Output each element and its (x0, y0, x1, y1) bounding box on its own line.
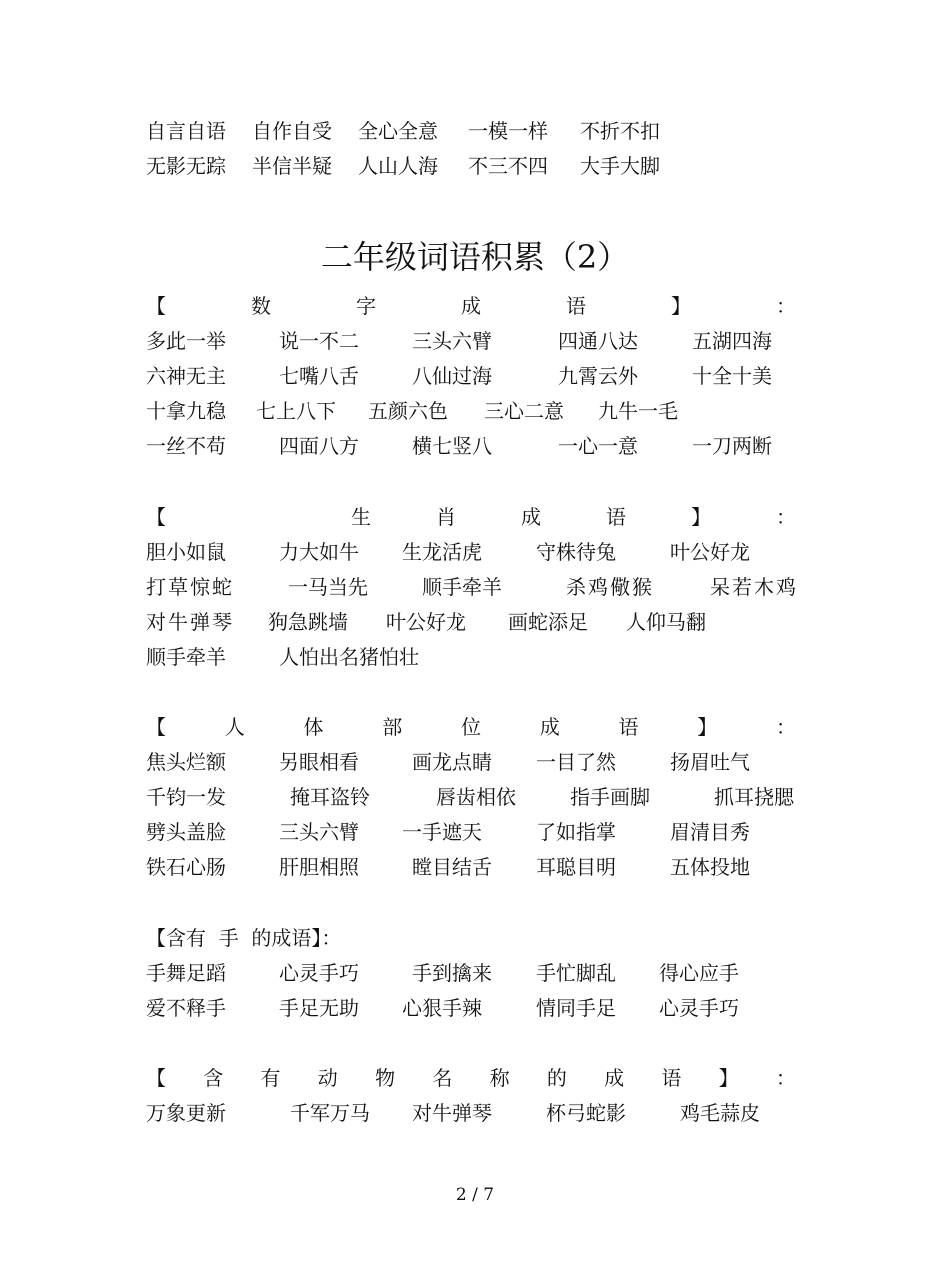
idiom: 不三不四 (468, 154, 548, 178)
idiom: 四面八方 (279, 434, 359, 458)
section-heading-numbers (146, 291, 796, 321)
heading-char: ： (776, 505, 796, 529)
idiom: 胆小如鼠 (146, 540, 226, 564)
heading-char: 【 (146, 294, 166, 318)
heading-char: 成 (539, 715, 560, 739)
idiom: 七上八下 (256, 399, 336, 423)
heading-char: 】 (697, 715, 718, 739)
heading-char: 成 (604, 1066, 625, 1090)
idiom: 九牛一毛 (598, 399, 678, 423)
idiom: 耳聪目明 (536, 855, 616, 879)
idiom: 力大如牛 (279, 540, 359, 564)
idiom: 人山人海 (358, 154, 438, 178)
idiom: 说一不二 (279, 329, 359, 353)
idiom: 心狠手辣 (402, 996, 482, 1020)
idiom: 画蛇添足 (508, 610, 588, 634)
idiom: 八仙过海 (412, 364, 492, 388)
idiom: 大手大脚 (580, 154, 660, 178)
idiom: 五体投地 (670, 855, 750, 879)
idiom: 心灵手巧 (279, 961, 359, 985)
idiom: 一马当先 (288, 575, 368, 599)
page-title: 二年级词语积累（2） (320, 238, 630, 276)
heading-char: 语 (566, 294, 586, 318)
idiom: 扬眉吐气 (670, 750, 750, 774)
idiom: 叶公好龙 (670, 540, 750, 564)
heading-char: 语 (606, 505, 626, 529)
idiom: 无影无踪 (146, 154, 226, 178)
section-heading-hand: 【含有 手 的成语】： (146, 926, 342, 950)
heading-char: 语 (661, 1066, 682, 1090)
heading-char: 部 (382, 715, 403, 739)
idiom: 眉清目秀 (670, 820, 750, 844)
idiom: 指手画脚 (570, 785, 650, 809)
heading-char: 成 (461, 294, 481, 318)
heading-char: 的 (546, 1066, 567, 1090)
idiom: 瞠目结舌 (412, 855, 492, 879)
idiom: 一丝不苟 (146, 434, 226, 458)
idiom: 抓耳挠腮 (714, 785, 794, 809)
idiom: 人怕出名猪怕壮 (279, 645, 419, 669)
idiom: 手忙脚乱 (536, 961, 616, 985)
idiom: 五颜六色 (368, 399, 448, 423)
idiom: 九霄云外 (558, 364, 638, 388)
heading-char: 【 (146, 715, 166, 739)
idiom: 一手遮天 (402, 820, 482, 844)
idiom: 十全十美 (692, 364, 772, 388)
idiom: 自作自受 (252, 119, 332, 143)
idiom: 一刀两断 (692, 434, 772, 458)
heading-char: 动 (317, 1066, 338, 1090)
idiom: 千军万马 (290, 1101, 370, 1125)
idiom: 鸡毛蒜皮 (680, 1101, 760, 1125)
idiom: 铁石心肠 (146, 855, 226, 879)
idiom: 七嘴八舌 (279, 364, 359, 388)
idiom: 多此一举 (146, 329, 226, 353)
idiom: 对牛弹琴 (146, 610, 234, 634)
section-heading-zodiac (146, 502, 796, 532)
heading-char: 语 (618, 715, 639, 739)
idiom: 三心二意 (484, 399, 564, 423)
idiom: 手足无助 (279, 996, 359, 1020)
idiom: 全心全意 (358, 119, 438, 143)
idiom: 唇齿相依 (436, 785, 516, 809)
idiom: 人仰马翻 (626, 610, 706, 634)
idiom: 焦头烂额 (146, 750, 226, 774)
idiom: 三头六臂 (412, 329, 492, 353)
idiom: 四通八达 (558, 329, 638, 353)
heading-char: ： (776, 715, 796, 739)
heading-char: 字 (356, 294, 376, 318)
idiom: 半信半疑 (252, 154, 332, 178)
idiom: 千钧一发 (146, 785, 226, 809)
idiom: 叶公好龙 (386, 610, 466, 634)
idiom: 顺手牵羊 (146, 645, 226, 669)
idiom: 六神无主 (146, 364, 226, 388)
heading-char: 肖 (436, 505, 456, 529)
section-heading-body-parts (146, 712, 796, 742)
idiom: 不折不扣 (580, 119, 660, 143)
idiom: 顺手牵羊 (422, 575, 502, 599)
heading-char: 【 (146, 1066, 166, 1090)
heading-char: 成 (521, 505, 541, 529)
idiom: 呆若木鸡 (710, 575, 798, 599)
idiom: 另眼相看 (279, 750, 359, 774)
idiom: 五湖四海 (692, 329, 772, 353)
idiom: 十拿九稳 (146, 399, 226, 423)
idiom: 万象更新 (146, 1101, 226, 1125)
heading-char: 物 (375, 1066, 396, 1090)
page-number: 2 / 7 (455, 1185, 495, 1205)
idiom: 狗急跳墙 (268, 610, 348, 634)
idiom: 守株待兔 (536, 540, 616, 564)
heading-char: 体 (303, 715, 324, 739)
heading-char: 】 (691, 505, 711, 529)
idiom: 掩耳盗铃 (290, 785, 370, 809)
heading-char: ： (776, 294, 796, 318)
idiom: 肝胆相照 (279, 855, 359, 879)
heading-char: 】 (671, 294, 691, 318)
section-heading-animals (146, 1063, 796, 1093)
idiom: 生龙活虎 (402, 540, 482, 564)
idiom: 情同手足 (536, 996, 616, 1020)
idiom: 了如指掌 (536, 820, 616, 844)
heading-char: 含 (203, 1066, 224, 1090)
heading-char: 位 (461, 715, 481, 739)
idiom: 一目了然 (536, 750, 616, 774)
heading-char: 名 (432, 1066, 453, 1090)
heading-char: ： (775, 1066, 796, 1090)
heading-char: 【 (146, 505, 166, 529)
idiom: 自言自语 (146, 119, 226, 143)
heading-char: 生 (351, 505, 371, 529)
idiom: 一心一意 (558, 434, 638, 458)
idiom: 杯弓蛇影 (546, 1101, 626, 1125)
heading-char: 有 (260, 1066, 281, 1090)
idiom: 爱不释手 (146, 996, 226, 1020)
heading-char: 数 (251, 294, 271, 318)
idiom: 手舞足蹈 (146, 961, 226, 985)
idiom: 画龙点睛 (412, 750, 492, 774)
idiom: 打草惊蛇 (146, 575, 234, 599)
heading-char: 】 (718, 1066, 739, 1090)
idiom: 一模一样 (468, 119, 548, 143)
idiom: 横七竖八 (412, 434, 492, 458)
idiom: 杀鸡儆猴 (566, 575, 654, 599)
idiom: 得心应手 (659, 961, 739, 985)
idiom: 手到擒来 (412, 961, 492, 985)
heading-char: 称 (489, 1066, 510, 1090)
idiom: 对牛弹琴 (412, 1101, 492, 1125)
heading-char: 人 (224, 715, 245, 739)
idiom: 心灵手巧 (659, 996, 739, 1020)
idiom: 劈头盖脸 (146, 820, 226, 844)
idiom: 三头六臂 (279, 820, 359, 844)
